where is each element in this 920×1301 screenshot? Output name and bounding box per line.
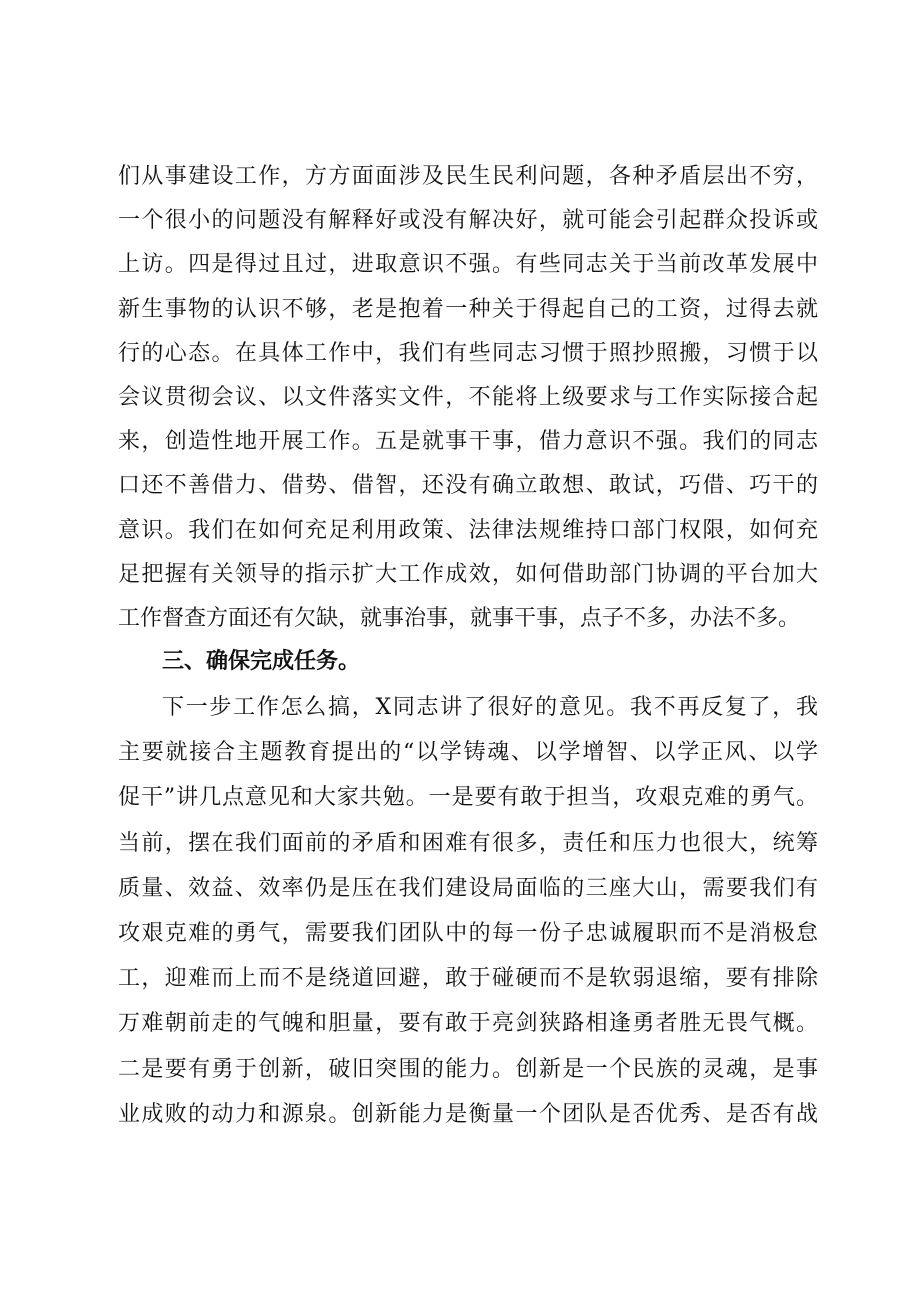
paragraph-1-line-8: 口还不善借力、借势、借智，还没有确立敢想、敢试，巧借、巧干的 [118,473,818,498]
paragraph-2-line-2: 主要就接合主题教育提出的“以学铸魂、以学增智、以学正风、以学 [118,740,818,765]
paragraph-1-line-9: 意识。我们在如何充足利用政策、法律法规维持口部门权限，如何充 [118,518,818,543]
paragraph-1-line-1: 们从事建设工作，方方面面涉及民生民利问题，各种矛盾层出不穷， [118,164,818,189]
paragraph-2-line-8: 万难朝前走的气魄和胆量，要有敢于亮剑狭路相逢勇者胜无畏气概。 [118,1011,818,1036]
paragraph-1-line-6: 会议贯彻会议、以文件落实文件，不能将上级要求与工作实际接合起 [118,385,818,410]
paragraph-1-line-11: 工作督查方面还有欠缺，就事治事，就事干事，点子不多，办法不多。 [118,606,801,631]
paragraph-1-line-3: 上访。四是得过且过，进取意识不强。有些同志关于当前改革发展中 [118,252,818,277]
paragraph-2-line-10: 业成败的动力和源泉。创新能力是衡量一个团队是否优秀、是否有战 [118,1102,818,1127]
paragraph-1-line-5: 行的心态。在具体工作中，我们有些同志习惯于照抄照搬，习惯于以 [118,341,818,366]
paragraph-2-line-3: 促干”讲几点意见和大家共勉。一是要有敢于担当，攻艰克难的勇气。 [118,785,818,810]
paragraph-1-line-7: 来，创造性地开展工作。五是就事干事，借力意识不强。我们的同志 [118,429,818,454]
paragraph-1-line-10: 足把握有关领导的指示扩大工作成效，如何借助部门协调的平台加大 [118,562,818,587]
section-heading: 三、确保完成任务。 [162,649,361,674]
paragraph-2-line-5: 质量、效益、效率仍是压在我们建设局面临的三座大山，需要我们有 [118,876,818,901]
paragraph-1-line-2: 一个很小的问题没有解释好或没有解决好，就可能会引起群众投诉或 [118,208,818,233]
paragraph-2-line-1: 下一步工作怎么搞，X同志讲了很好的意见。我不再反复了，我 [162,695,818,720]
paragraph-2-line-9: 二是要有勇于创新，破旧突围的能力。创新是一个民族的灵魂，是事 [118,1057,818,1082]
paragraph-2-line-4: 当前，摆在我们面前的矛盾和困难有很多，责任和压力也很大，统筹 [118,831,818,856]
paragraph-2-line-7: 工，迎难而上而不是绕道回避，敢于碰硬而不是软弱退缩，要有排除 [118,966,818,991]
paragraph-2-line-6: 攻艰克难的勇气，需要我们团队中的每一份子忠诚履职而不是消极怠 [118,921,818,946]
paragraph-1-line-4: 新生事物的认识不够，老是抱着一种关于得起自己的工资，过得去就 [118,297,818,322]
